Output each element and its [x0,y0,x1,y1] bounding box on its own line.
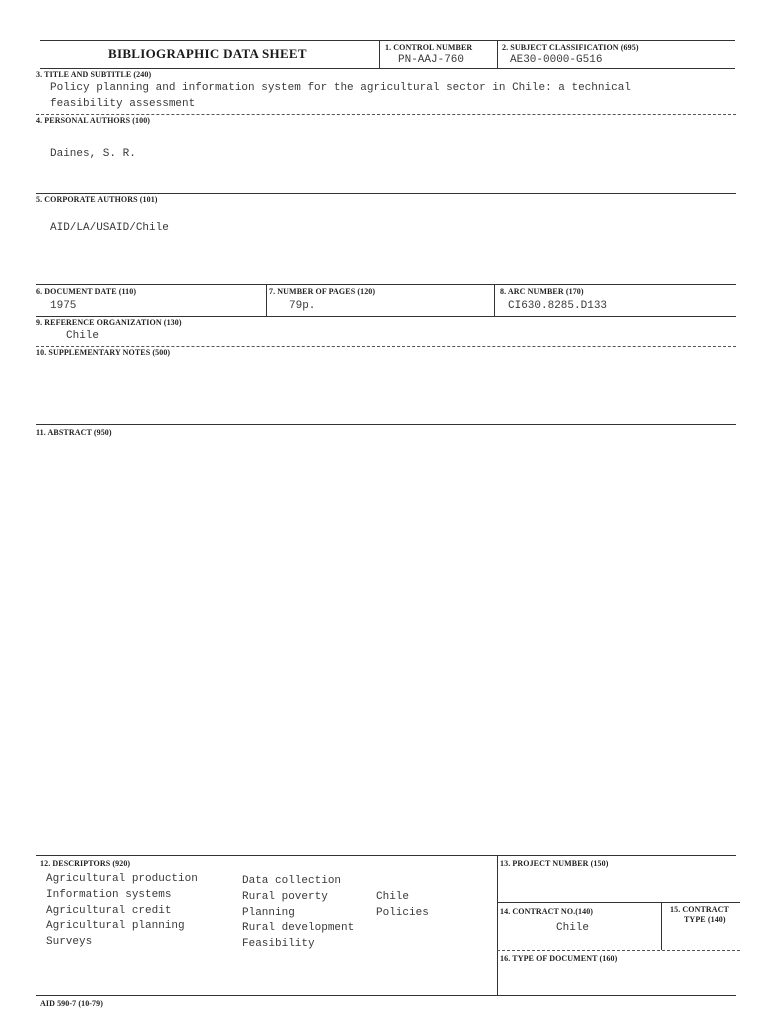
document-type-label: 16. TYPE OF DOCUMENT (160) [500,954,618,963]
row6-divider-1 [266,284,267,316]
descriptor: Policies [376,906,429,919]
row6-rule [36,316,736,317]
descriptors-column-1 [46,872,198,951]
descriptors-column-2 [242,874,354,953]
title-rule [36,114,736,115]
descriptors-top-rule [36,855,736,856]
top-rule [40,40,735,41]
form-number: AID 590-7 (10-79) [40,999,104,1008]
contract-type-label-2: TYPE (140) [684,915,726,924]
pages-value: 79p. [289,300,316,312]
descriptors-column-3 [376,890,429,922]
descriptor: Rural development [242,922,355,935]
subject-class-label: 2. SUBJECT CLASSIFICATION (695) [502,43,639,52]
descriptor: Agricultural planning [46,920,185,933]
control-number-label: 1. CONTROL NUMBER [385,43,473,52]
header-bottom-rule [40,68,735,69]
title-line-2: feasibility assessment [50,98,196,110]
arc-number-value: CI630.8285.D133 [508,300,608,312]
control-number-value: PN-AAJ-760 [398,54,465,66]
sheet-title: BIBLIOGRAPHIC DATA SHEET [108,46,307,61]
corporate-authors-rule [36,284,736,285]
arc-number-label: 8. ARC NUMBER (170) [500,287,584,296]
descriptor: Chile [376,891,410,903]
descriptor: Rural poverty [242,890,328,903]
supplementary-rule [36,424,736,425]
corporate-authors-label: 5. CORPORATE AUTHORS (101) [36,195,158,204]
document-date-value: 1975 [50,300,77,312]
corporate-authors-value: AID/LA/USAID/Chile [50,222,169,234]
header-divider-2 [497,40,498,68]
bottom-rule [36,995,736,996]
descriptor: Agricultural credit [46,904,172,917]
contract-rule [497,950,740,951]
contract-type-divider [661,902,662,950]
row6-divider-2 [494,284,495,316]
title-line-1: Policy planning and information system for the agricultural sector in Chile: a technical [50,82,631,94]
descriptor: Surveys [46,936,93,949]
descriptor: Data collection [242,875,342,887]
pages-label: 7. NUMBER OF PAGES (120) [269,287,376,296]
descriptor: Planning [242,906,295,919]
abstract-label: 11. ABSTRACT (950) [36,428,112,437]
personal-authors-label: 4. PERSONAL AUTHORS (100) [36,116,151,125]
supplementary-notes-label: 10. SUPPLEMENTARY NOTES (500) [36,348,171,357]
document-date-label: 6. DOCUMENT DATE (110) [36,287,137,296]
reference-org-rule [36,346,736,347]
descriptors-right-divider [497,855,498,995]
descriptors-label: 12. DESCRIPTORS (920) [40,859,131,868]
contract-type-label-1: 15. CONTRACT [670,905,729,914]
project-number-label: 13. PROJECT NUMBER (150) [500,859,609,868]
descriptor: Agricultural production [46,873,198,885]
personal-authors-rule [36,193,736,194]
reference-org-label: 9. REFERENCE ORGANIZATION (130) [36,318,182,327]
subject-class-value: AE30-0000-G516 [510,54,603,66]
personal-authors-value: Daines, S. R. [50,148,136,160]
reference-org-value: Chile [66,330,100,342]
title-subtitle-label: 3. TITLE AND SUBTITLE (240) [36,70,152,79]
project-number-rule [497,902,740,903]
header-divider-1 [379,40,380,68]
contract-number-label: 14. CONTRACT NO.(140) [500,907,594,916]
contract-number-value: Chile [556,922,590,934]
descriptor: Information systems [46,888,172,901]
descriptor: Feasibility [242,938,315,951]
